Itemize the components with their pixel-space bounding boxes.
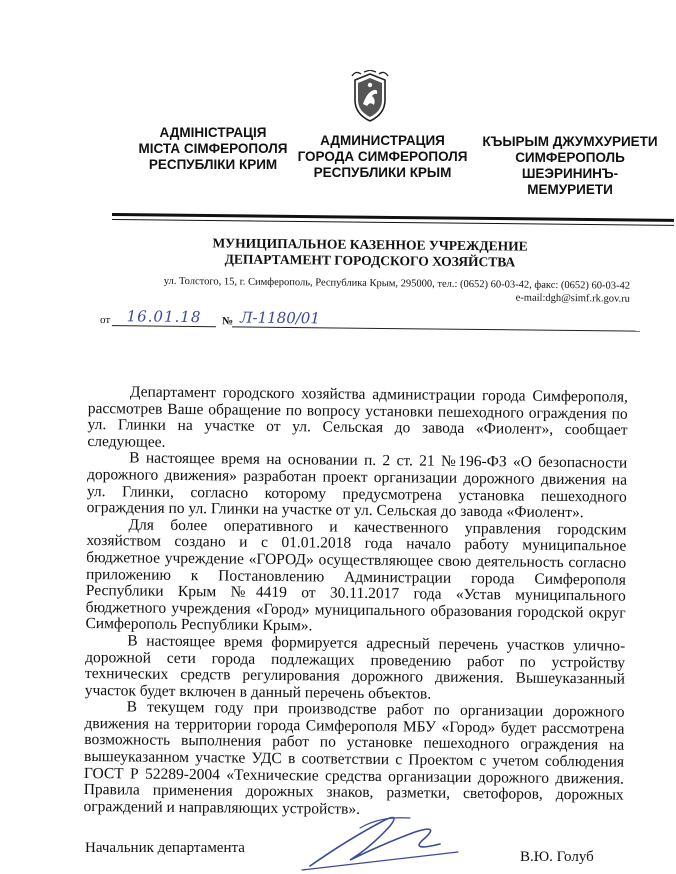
- date-label: от: [99, 314, 111, 327]
- body-paragraph: В настоящее время на основании п. 2 ст. 21 №196-ФЗ «О безопасности дорожного движения» разработан проект организации дорожного движения на ул. Глинки, согласно которому предусмотрена установка пешеходного ограждения по ул. Глинки на участке от ул. Сельская до завода «Фиолент».: [86, 449, 628, 522]
- address-line: ул. Толстого, 15, г. Симферополь, Республика Крым, 295000, тел.: (0652) 60-03-42, факс: (0652) 60-03-42: [163, 275, 631, 292]
- signatory-name: В.Ю. Голуб: [520, 849, 594, 865]
- header-ukrainian: АДМІНІСТРАЦІЯ МІСТА СІМФЕРОПОЛЯ РЕСПУБЛІКИ КРИМ: [138, 125, 288, 172]
- number-underline: [232, 326, 640, 331]
- letter-body: [83, 384, 627, 821]
- number-label: №: [221, 315, 234, 328]
- date-underline: [112, 325, 216, 327]
- signatory-title: Начальник департамента: [85, 840, 245, 856]
- header-russian: АДМИНИСТРАЦИЯ ГОРОДА СИМФЕРОПОЛЯ РЕСПУБЛИКИ КРЫМ: [297, 133, 468, 180]
- header-crimean-tatar: КЪЫРЫМ ДЖУМХУРИЕТИ СИМФЕРОПОЛЬ ШЕЭРИНИНЪ- МЕМУРИЕТИ: [482, 134, 658, 197]
- registration-line: [100, 305, 640, 341]
- handwritten-number: Л-1180/01: [239, 308, 321, 328]
- body-paragraph: Для более оперативного и качественного управления городским хозяйством создано и с 01.01.2018 года начало работу муниципальное бюджетное учреждение «ГОРОД» осуществляющее свою деятельность согласно приложению к Постановлению Администрации города Симферополя Республики Крым №4419 от 30.11.2017 года «Устав муниципального бюджетного учреждения «Город» муниципального образования городской округ Симферополь Республики Крым».: [85, 516, 627, 635]
- body-paragraph: В текущем году при производстве работ по организации дорожного движения на территории города Симферополя МБУ «Город» будет рассмотрена возможность выполнения работ по установке пешеходного ограждения на вышеуказанном участке УДС в соответствии с Проектом с учетом соблюдения ГОСТ Р 52289-2004 «Технические средства организации дорожного движения. Правила применения дорожных знаков, разметки, светофоров, дорожных ограждений и направляющих устройств».: [83, 698, 625, 818]
- email-line: e-mail:dgh@simf.rk.gov.ru: [515, 292, 630, 305]
- body-paragraph: Департамент городского хозяйства администрации города Симферополя, рассмотрев Ваше обращение по вопросу установки пешеходного ограждения по ул. Глинки на участке от ул. Сельская до завода «Фиолент», сообщает следующее.: [87, 383, 628, 451]
- organization-address: [110, 274, 630, 305]
- handwritten-signature: [290, 808, 470, 874]
- organization-name: МУНИЦИПАЛЬНОЕ КАЗЕННОЕ УЧРЕЖДЕНИЕ ДЕПАРТАМЕНТ ГОРОДСКОГО ХОЗЯЙСТВА: [212, 235, 528, 270]
- body-paragraph: В настоящее время формируется адресный перечень участков улично-дорожной сети города подлежащих проведению работ по устройству технических средств регулирования дорожного движения. Вышеуказанный участок будет включен в данный перечень объектов.: [84, 632, 626, 703]
- crimea-coat-of-arms-icon: [347, 70, 393, 124]
- handwritten-date: 16.01.18: [126, 307, 202, 327]
